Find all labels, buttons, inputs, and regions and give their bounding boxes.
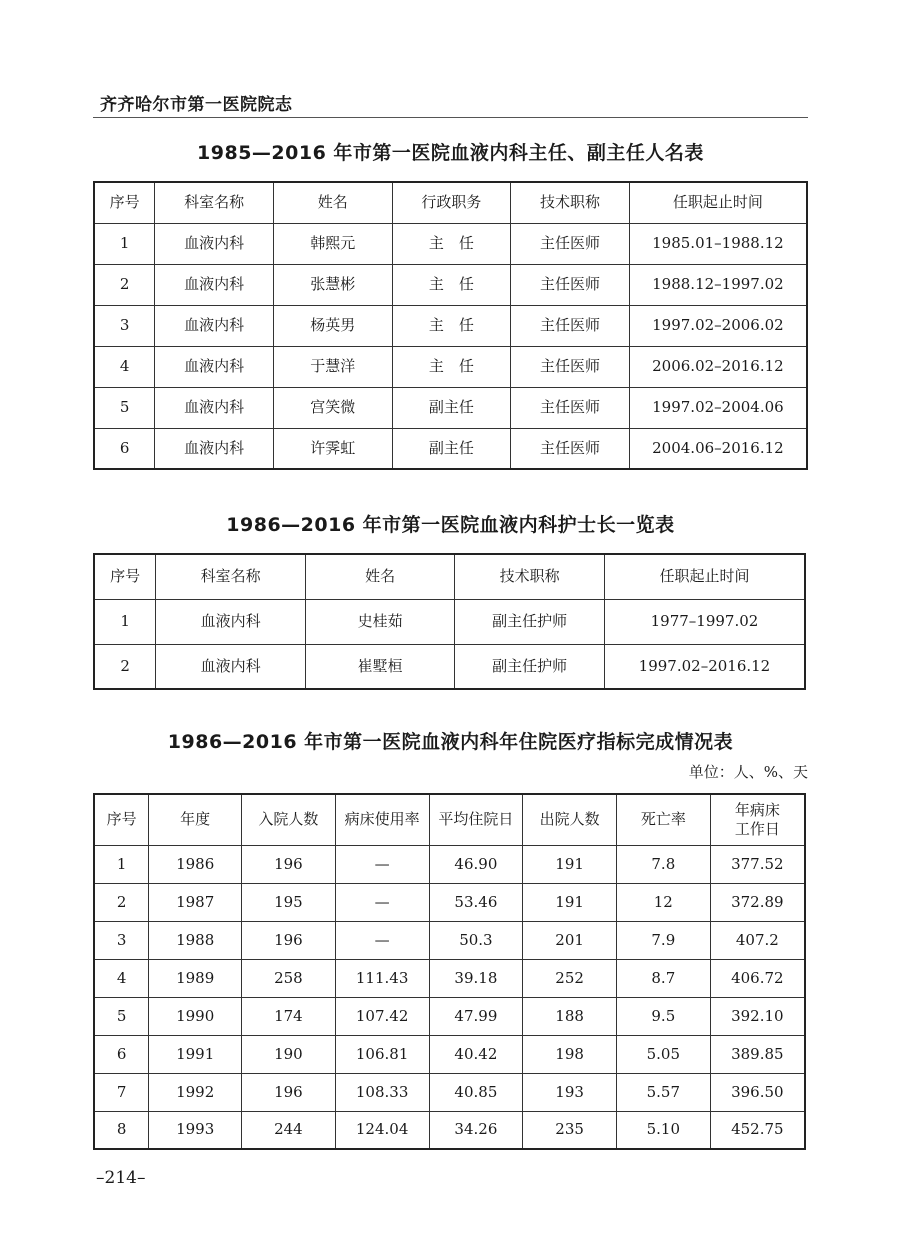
table-cell: 392.10: [710, 997, 805, 1035]
table-cell: 1997.02–2016.12: [604, 644, 805, 689]
table-cell: 47.99: [429, 997, 523, 1035]
table-row: [94, 921, 805, 959]
table-cell: 血液内科: [155, 387, 274, 428]
table-cell: 1: [94, 845, 149, 883]
table-cell: —: [335, 921, 429, 959]
col-header: 科室名称: [155, 182, 274, 223]
col-header: 序号: [94, 182, 155, 223]
table-cell: 407.2: [710, 921, 805, 959]
table-cell: 副主任护师: [455, 644, 605, 689]
table-cell: 主任医师: [511, 428, 630, 469]
table-cell: 副主任: [392, 387, 511, 428]
table-cell: 1997.02–2004.06: [629, 387, 807, 428]
table-cell: 于慧洋: [273, 346, 392, 387]
table-row: [94, 883, 805, 921]
table-cell: 主任医师: [511, 264, 630, 305]
table-row: [94, 305, 807, 346]
table-cell: 主 任: [392, 223, 511, 264]
table-cell: 107.42: [335, 997, 429, 1035]
table-cell: 191: [523, 845, 617, 883]
table-cell: 5: [94, 997, 149, 1035]
table-cell: 6: [94, 428, 155, 469]
table-cell: 4: [94, 959, 149, 997]
table-cell: 1993: [149, 1111, 242, 1149]
col-header: 技术职称: [511, 182, 630, 223]
header-rule: [93, 117, 808, 118]
table-cell: 1977–1997.02: [604, 599, 805, 644]
table-cell: 5.05: [616, 1035, 710, 1073]
table-cell: 血液内科: [156, 644, 306, 689]
col-header: 序号: [94, 554, 156, 599]
table-cell: 244: [242, 1111, 336, 1149]
table-cell: 188: [523, 997, 617, 1035]
table-cell: 主 任: [392, 305, 511, 346]
table-cell: 106.81: [335, 1035, 429, 1073]
table-cell: 2: [94, 264, 155, 305]
table-cell: 3: [94, 305, 155, 346]
table-header-row: [94, 182, 807, 223]
table-cell: 50.3: [429, 921, 523, 959]
col-header-line: 年病床: [734, 800, 780, 819]
table-row: [94, 223, 807, 264]
col-header: 入院人数: [242, 794, 336, 845]
table-cell: 124.04: [335, 1111, 429, 1149]
col-header: 姓名: [273, 182, 392, 223]
col-header: 平均住院日: [429, 794, 523, 845]
table-cell: 主 任: [392, 346, 511, 387]
table-cell: 389.85: [710, 1035, 805, 1073]
table-cell: 1986: [149, 845, 242, 883]
page-number: –214–: [96, 1168, 146, 1188]
table-cell: 34.26: [429, 1111, 523, 1149]
table-cell: 5.10: [616, 1111, 710, 1149]
table-cell: 372.89: [710, 883, 805, 921]
table-cell: 血液内科: [155, 305, 274, 346]
table-cell: 2006.02–2016.12: [629, 346, 807, 387]
table-cell: 7.9: [616, 921, 710, 959]
table-cell: 1997.02–2006.02: [629, 305, 807, 346]
table-cell: 53.46: [429, 883, 523, 921]
table-cell: 4: [94, 346, 155, 387]
table-cell: 12: [616, 883, 710, 921]
table-cell: 1987: [149, 883, 242, 921]
table-row: [94, 264, 807, 305]
table-cell: 2004.06–2016.12: [629, 428, 807, 469]
table-cell: 1985.01–1988.12: [629, 223, 807, 264]
table-cell: 196: [242, 921, 336, 959]
table-row: [94, 346, 807, 387]
table-cell: 1988.12–1997.02: [629, 264, 807, 305]
table-cell: 190: [242, 1035, 336, 1073]
table-cell: 40.85: [429, 1073, 523, 1111]
table-cell: 8.7: [616, 959, 710, 997]
table3-title: 1986—2016 年市第一医院血液内科年住院医疗指标完成情况表: [167, 731, 734, 753]
table-cell: 1990: [149, 997, 242, 1035]
table-cell: 198: [523, 1035, 617, 1073]
col-header: 病床使用率: [335, 794, 429, 845]
table-cell: 血液内科: [155, 346, 274, 387]
table-row: [94, 1073, 805, 1111]
col-header: 姓名: [305, 554, 455, 599]
table-cell: 血液内科: [155, 264, 274, 305]
table-cell: 196: [242, 845, 336, 883]
table-row: [94, 845, 805, 883]
table-cell: 452.75: [710, 1111, 805, 1149]
table-row: [94, 959, 805, 997]
table-row: [94, 644, 805, 689]
col-header: [710, 794, 805, 845]
table-cell: 张慧彬: [273, 264, 392, 305]
annual-indicators-table: [93, 793, 806, 1150]
table-cell: 杨英男: [273, 305, 392, 346]
table-cell: 韩熙元: [273, 223, 392, 264]
table-cell: 193: [523, 1073, 617, 1111]
table-cell: 111.43: [335, 959, 429, 997]
table-cell: 3: [94, 921, 149, 959]
table2-title: 1986—2016 年市第一医院血液内科护士长一览表: [226, 514, 675, 536]
table-row: [94, 997, 805, 1035]
table-cell: 377.52: [710, 845, 805, 883]
table-cell: 血液内科: [155, 223, 274, 264]
table-cell: 主 任: [392, 264, 511, 305]
table-cell: 许霁虹: [273, 428, 392, 469]
table-cell: 40.42: [429, 1035, 523, 1073]
col-header: 科室名称: [156, 554, 306, 599]
table-row: [94, 599, 805, 644]
table-cell: 1992: [149, 1073, 242, 1111]
table-row: [94, 1035, 805, 1073]
table-cell: 195: [242, 883, 336, 921]
table-cell: 406.72: [710, 959, 805, 997]
table-cell: 8: [94, 1111, 149, 1149]
table-header-row: [94, 794, 805, 845]
table-cell: 主任医师: [511, 346, 630, 387]
table-row: [94, 428, 807, 469]
col-header: 死亡率: [616, 794, 710, 845]
table-header-row: [94, 554, 805, 599]
table-cell: 血液内科: [156, 599, 306, 644]
table-cell: 主任医师: [511, 305, 630, 346]
col-header: 任职起止时间: [604, 554, 805, 599]
col-header-line: 工作日: [734, 819, 780, 838]
table-row: [94, 1111, 805, 1149]
table1-title: 1985—2016 年市第一医院血液内科主任、副主任人名表: [197, 142, 704, 164]
col-header: 技术职称: [455, 554, 605, 599]
table-cell: 主任医师: [511, 223, 630, 264]
table-cell: 副主任: [392, 428, 511, 469]
table-cell: 副主任护师: [455, 599, 605, 644]
table-row: [94, 387, 807, 428]
table-cell: 46.90: [429, 845, 523, 883]
table-cell: 1989: [149, 959, 242, 997]
table-cell: 9.5: [616, 997, 710, 1035]
table-cell: 主任医师: [511, 387, 630, 428]
table-cell: 5: [94, 387, 155, 428]
table-cell: 2: [94, 644, 156, 689]
table-cell: 1988: [149, 921, 242, 959]
table-cell: 1: [94, 599, 156, 644]
col-header: 出院人数: [523, 794, 617, 845]
book-title: 齐齐哈尔市第一医院院志: [100, 95, 293, 115]
table-cell: —: [335, 845, 429, 883]
table-cell: 196: [242, 1073, 336, 1111]
table-cell: 7: [94, 1073, 149, 1111]
directors-table: [93, 181, 808, 470]
table-cell: 258: [242, 959, 336, 997]
table-cell: 39.18: [429, 959, 523, 997]
table-cell: 1: [94, 223, 155, 264]
table-cell: 191: [523, 883, 617, 921]
col-header: 年度: [149, 794, 242, 845]
table-cell: 235: [523, 1111, 617, 1149]
table-cell: 6: [94, 1035, 149, 1073]
table-cell: —: [335, 883, 429, 921]
table-cell: 1991: [149, 1035, 242, 1073]
table-cell: 血液内科: [155, 428, 274, 469]
table-cell: 史桂茹: [305, 599, 455, 644]
col-header: 任职起止时间: [629, 182, 807, 223]
table-cell: 396.50: [710, 1073, 805, 1111]
col-header: 序号: [94, 794, 149, 845]
col-header: 行政职务: [392, 182, 511, 223]
head-nurse-table: [93, 553, 806, 690]
table-cell: 252: [523, 959, 617, 997]
table-cell: 201: [523, 921, 617, 959]
table-cell: 108.33: [335, 1073, 429, 1111]
unit-note: 单位：人、%、天: [688, 763, 808, 781]
table-cell: 5.57: [616, 1073, 710, 1111]
table-cell: 2: [94, 883, 149, 921]
table-cell: 174: [242, 997, 336, 1035]
table-cell: 7.8: [616, 845, 710, 883]
table-cell: 崔墅桓: [305, 644, 455, 689]
table-cell: 宫笑微: [273, 387, 392, 428]
